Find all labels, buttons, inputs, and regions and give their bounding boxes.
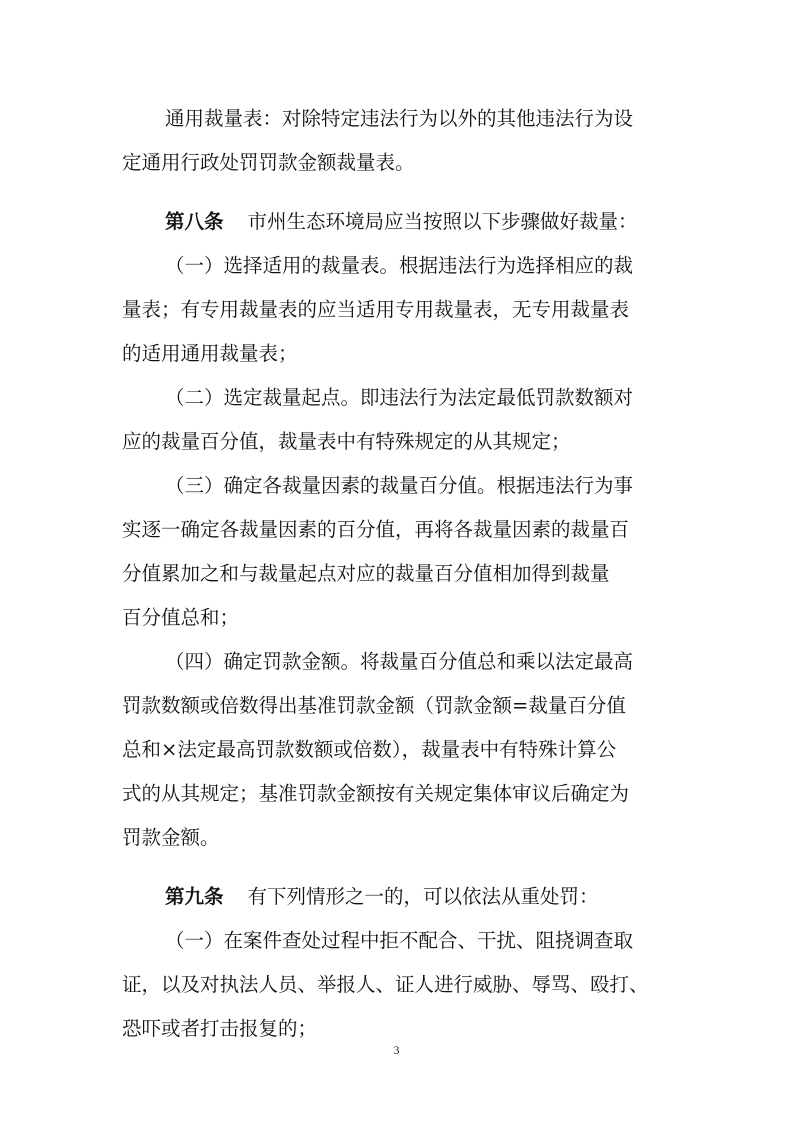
article-9-heading <box>165 883 599 911</box>
text-line: 定通用行政处罚罚款金额裁量表。 <box>122 151 415 174</box>
text-line: 证，以及对执法人员、举报人、证人进行威胁、辱骂、殴打、 <box>122 973 649 996</box>
article-9-text: 有下列情形之一的，可以依法从重处罚： <box>247 885 599 908</box>
text-line: 分值累加之和与裁量起点对应的裁量百分值相加得到裁量 <box>122 562 610 585</box>
text-line: 罚款数额或倍数得出基准罚款金额（罚款金额=裁量百分值 <box>122 694 626 717</box>
text-line: 总和×法定最高罚款数额或倍数），裁量表中有特殊计算公 <box>122 738 617 761</box>
text-line: 应的裁量百分值，裁量表中有特殊规定的从其规定； <box>122 430 571 453</box>
text-line: （一）在案件查处过程中拒不配合、干扰、阻挠调查取 <box>165 929 634 952</box>
text-line: 实逐一确定各裁量因素的百分值，再将各裁量因素的裁量百 <box>122 518 630 541</box>
text-line: 量表；有专用裁量表的应当适用专用裁量表，无专用裁量表 <box>122 298 630 321</box>
text-line: （三）确定各裁量因素的裁量百分值。根据违法行为事 <box>165 474 634 497</box>
article-9-label: 第九条 <box>165 885 224 908</box>
article-8-text: 市州生态环境局应当按照以下步骤做好裁量： <box>247 210 638 233</box>
text-line: （一）选择适用的裁量表。根据违法行为选择相应的裁 <box>165 254 634 277</box>
text-line: （二）选定裁量起点。即违法行为法定最低罚款数额对 <box>165 386 634 409</box>
text-line: 通用裁量表：对除特定违法行为以外的其他违法行为设 <box>165 107 634 130</box>
text-line: 式的从其规定；基准罚款金额按有关规定集体审议后确定为 <box>122 782 630 805</box>
article-8-heading <box>165 208 638 236</box>
article-8-label: 第八条 <box>165 210 224 233</box>
text-line: 恐吓或者打击报复的； <box>122 1017 318 1040</box>
text-line: 罚款金额。 <box>122 826 220 849</box>
text-line: （四）确定罚款金额。将裁量百分值总和乘以法定最高 <box>165 650 634 673</box>
page-number: 3 <box>393 1043 400 1057</box>
text-line: 的适用通用裁量表； <box>122 342 298 365</box>
text-line: 百分值总和； <box>122 606 240 629</box>
